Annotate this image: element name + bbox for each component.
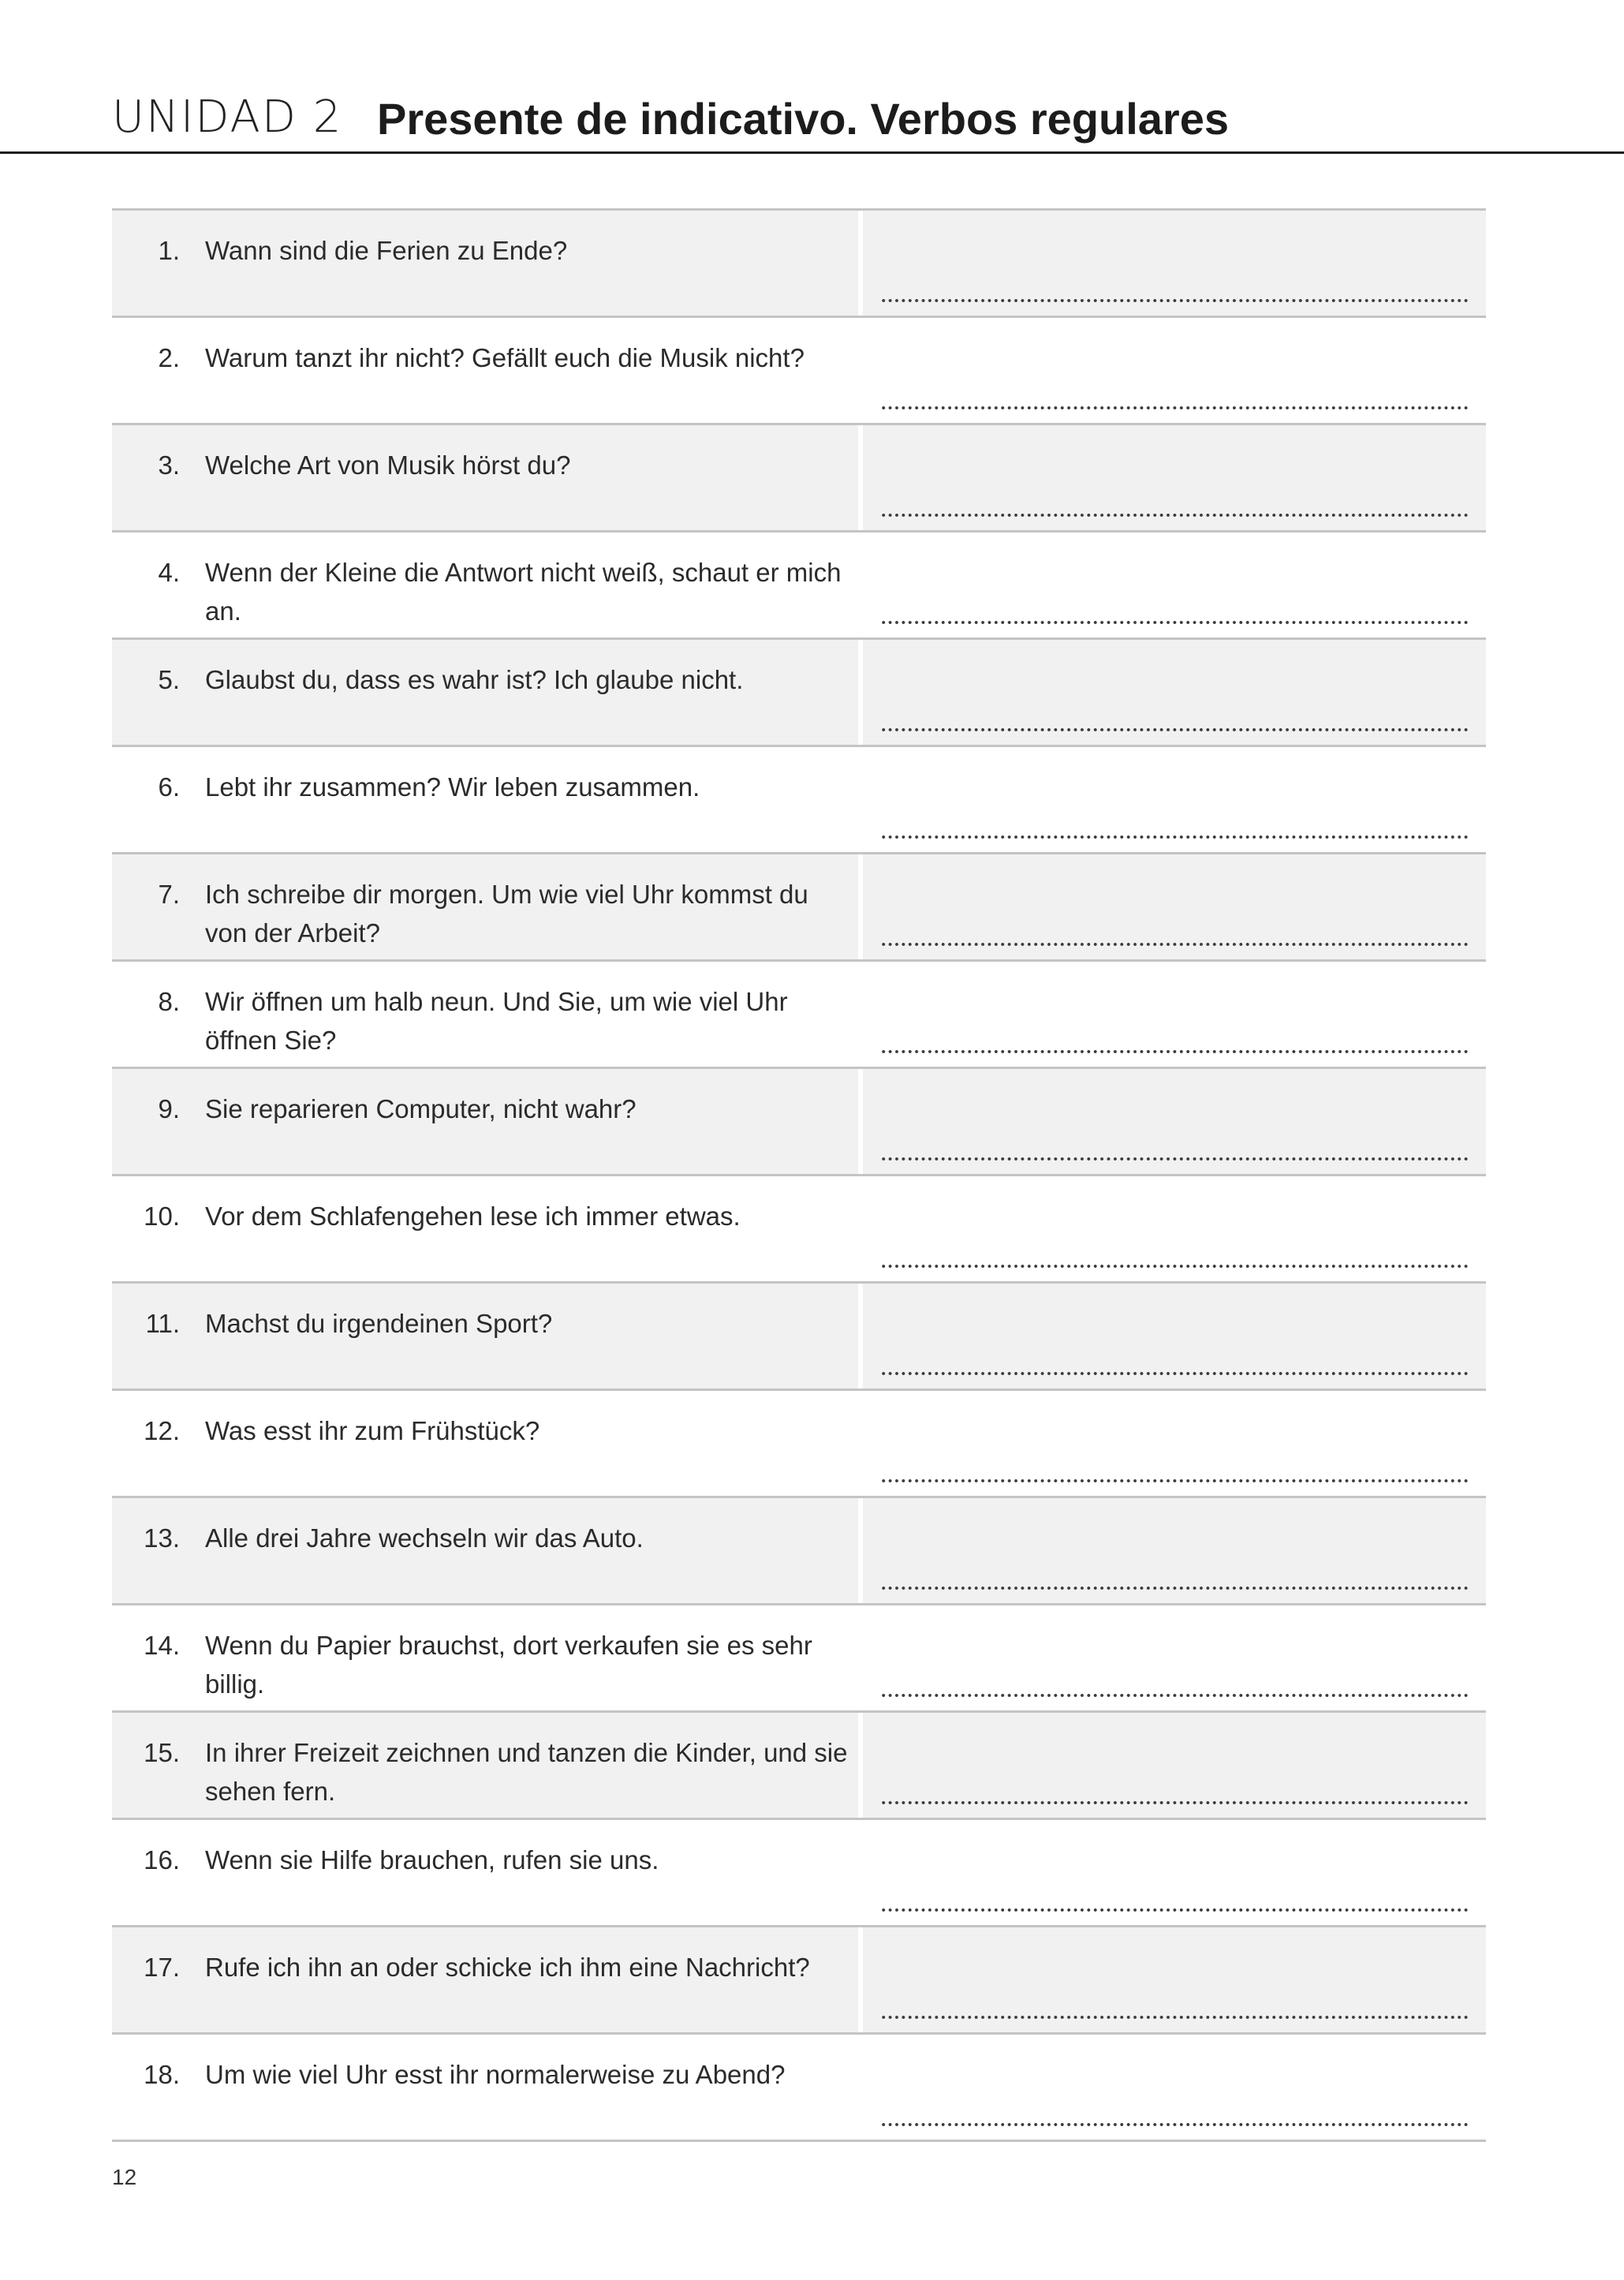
sentence-text: Machst du irgendeinen Sport?	[205, 1309, 553, 1338]
exercise-row	[112, 1391, 1486, 1498]
exercise-row	[112, 1284, 1486, 1391]
exercise-row	[112, 1713, 1486, 1820]
exercise-row	[112, 1069, 1486, 1176]
item-number: 5.	[158, 665, 180, 694]
unit-title: Presente de indicativo. Verbos regulares	[377, 94, 1229, 144]
answer-cell	[863, 962, 1486, 1067]
answer-cell	[863, 640, 1486, 745]
answer-cell	[863, 1176, 1486, 1281]
sentence-cell	[112, 854, 858, 959]
page-number: 12	[112, 2165, 137, 2189]
item-number: 10.	[144, 1202, 180, 1231]
answer-cell	[863, 1713, 1486, 1818]
answer-dotted-line[interactable]	[880, 1264, 1469, 1269]
sentence-text: Wir öffnen um halb neun. Und Sie, um wie viel Uhr öffnen Sie?	[205, 987, 788, 1055]
sentence-cell	[112, 1069, 858, 1174]
exercise-row	[112, 1927, 1486, 2035]
answer-dotted-line[interactable]	[880, 1800, 1469, 1805]
answer-dotted-line[interactable]	[880, 298, 1469, 303]
sentence-text: Welche Art von Musik hörst du?	[205, 450, 571, 480]
item-number: 2.	[158, 343, 180, 372]
answer-dotted-line[interactable]	[880, 2122, 1469, 2127]
item-number: 18.	[144, 2060, 180, 2089]
exercise-row	[112, 1176, 1486, 1284]
sentence-cell	[112, 533, 858, 637]
sentence-text: Wenn der Kleine die Antwort nicht weiß, schaut er mich an.	[205, 558, 842, 626]
sentence-cell	[112, 1176, 858, 1281]
item-number: 9.	[158, 1094, 180, 1123]
sentence-text: Vor dem Schlafengehen lese ich immer etwas.	[205, 1202, 741, 1231]
exercise-row	[112, 1605, 1486, 1713]
exercise-row	[112, 962, 1486, 1069]
answer-cell	[863, 1284, 1486, 1389]
sentence-cell	[112, 1284, 858, 1389]
answer-dotted-line[interactable]	[880, 406, 1469, 410]
answer-cell	[863, 533, 1486, 637]
answer-dotted-line[interactable]	[880, 2015, 1469, 2020]
sentence-cell	[112, 962, 858, 1067]
sentence-text: Wann sind die Ferien zu Ende?	[205, 236, 568, 265]
item-number: 11.	[145, 1309, 180, 1338]
sentence-cell	[112, 2035, 858, 2140]
answer-dotted-line[interactable]	[880, 513, 1469, 518]
sentence-cell	[112, 1820, 858, 1925]
item-number: 15.	[144, 1738, 180, 1767]
sentence-cell	[112, 1498, 858, 1603]
sentence-cell	[112, 747, 858, 852]
item-number: 7.	[158, 880, 180, 909]
answer-dotted-line[interactable]	[880, 1478, 1469, 1483]
sentence-text: Um wie viel Uhr esst ihr normalerweise zu Abend?	[205, 2060, 786, 2089]
sentence-cell	[112, 1713, 858, 1818]
answer-cell	[863, 1391, 1486, 1496]
sentence-text: Glaubst du, dass es wahr ist? Ich glaube nicht.	[205, 665, 744, 694]
item-number: 4.	[158, 558, 180, 587]
answer-cell	[863, 1069, 1486, 1174]
sentence-text: Lebt ihr zusammen? Wir leben zusammen.	[205, 772, 700, 802]
sentence-text: Wenn du Papier brauchst, dort verkaufen sie es sehr billig.	[205, 1631, 812, 1699]
exercise-row	[112, 640, 1486, 747]
answer-dotted-line[interactable]	[880, 727, 1469, 732]
answer-cell	[863, 318, 1486, 423]
sentence-text: Wenn sie Hilfe brauchen, rufen sie uns.	[205, 1845, 659, 1874]
answer-dotted-line[interactable]	[880, 1157, 1469, 1161]
sentence-text: Alle drei Jahre wechseln wir das Auto.	[205, 1523, 644, 1553]
answer-cell	[863, 2035, 1486, 2140]
sentence-cell	[112, 1391, 858, 1496]
sentence-cell	[112, 211, 858, 316]
item-number: 16.	[144, 1845, 180, 1874]
answer-cell	[863, 425, 1486, 530]
item-number: 13.	[144, 1523, 180, 1553]
answer-cell	[863, 1927, 1486, 2032]
item-number: 3.	[158, 450, 180, 480]
exercise-row	[112, 2035, 1486, 2142]
sentence-text: Sie reparieren Computer, nicht wahr?	[205, 1094, 637, 1123]
sentence-cell	[112, 1927, 858, 2032]
exercise-row	[112, 1820, 1486, 1927]
exercise-row	[112, 425, 1486, 533]
item-number: 6.	[158, 772, 180, 802]
exercise-table	[112, 208, 1486, 2142]
exercise-row	[112, 747, 1486, 854]
item-number: 14.	[144, 1631, 180, 1660]
answer-dotted-line[interactable]	[880, 835, 1469, 839]
answer-dotted-line[interactable]	[880, 942, 1469, 947]
unit-label: UNIDAD 2	[112, 92, 343, 143]
exercise-row	[112, 1498, 1486, 1605]
answer-cell	[863, 1498, 1486, 1603]
sentence-cell	[112, 640, 858, 745]
answer-cell	[863, 747, 1486, 852]
answer-dotted-line[interactable]	[880, 620, 1469, 625]
answer-dotted-line[interactable]	[880, 1586, 1469, 1590]
sentence-text: Was esst ihr zum Frühstück?	[205, 1416, 540, 1445]
answer-dotted-line[interactable]	[880, 1049, 1469, 1054]
sentence-text: Warum tanzt ihr nicht? Gefällt euch die Musik nicht?	[205, 343, 805, 372]
answer-dotted-line[interactable]	[880, 1371, 1469, 1376]
answer-dotted-line[interactable]	[880, 1908, 1469, 1912]
item-number: 8.	[158, 987, 180, 1016]
sentence-text: In ihrer Freizeit zeichnen und tanzen die Kinder, und sie sehen fern.	[205, 1738, 848, 1806]
sentence-text: Ich schreibe dir morgen. Um wie viel Uhr kommst du von der Arbeit?	[205, 880, 808, 948]
item-number: 12.	[144, 1416, 180, 1445]
answer-cell	[863, 1605, 1486, 1710]
exercise-row	[112, 318, 1486, 425]
sentence-cell	[112, 318, 858, 423]
sentence-cell	[112, 1605, 858, 1710]
exercise-row	[112, 211, 1486, 318]
page-header	[0, 87, 1624, 154]
sentence-cell	[112, 425, 858, 530]
answer-dotted-line[interactable]	[880, 1693, 1469, 1698]
item-number: 1.	[158, 236, 180, 265]
item-number: 17.	[144, 1953, 180, 1982]
sentence-text: Rufe ich ihn an oder schicke ich ihm eine Nachricht?	[205, 1953, 810, 1982]
answer-cell	[863, 211, 1486, 316]
exercise-row	[112, 533, 1486, 640]
exercise-row	[112, 854, 1486, 962]
answer-cell	[863, 854, 1486, 959]
answer-cell	[863, 1820, 1486, 1925]
